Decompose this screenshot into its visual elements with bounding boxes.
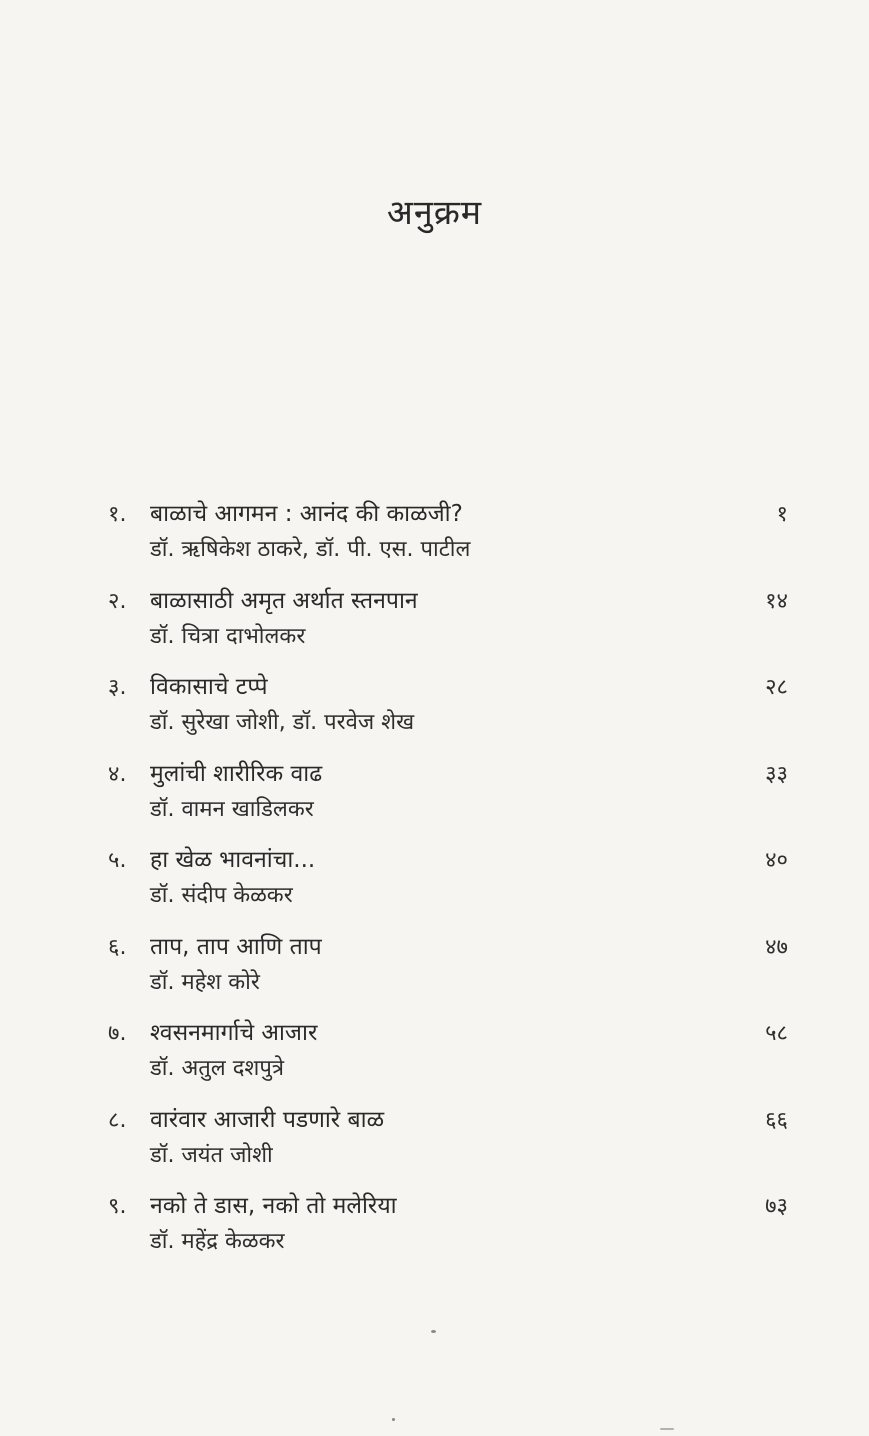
- chapter-author: डॉ. महेश कोरे: [150, 969, 260, 995]
- chapter-author: डॉ. चित्रा दाभोलकर: [150, 623, 306, 649]
- toc-entry-2: [108, 583, 788, 670]
- chapter-author: डॉ. महेंद्र केळकर: [150, 1229, 285, 1254]
- chapter-author: डॉ. सुरेखा जोशी, डॉ. परवेज शेख: [150, 710, 415, 735]
- chapter-number: ७.: [108, 1021, 127, 1046]
- chapter-author: डॉ. संदीप केळकर: [150, 883, 293, 908]
- chapter-number: ३.: [108, 675, 127, 700]
- toc-entry-4: [108, 756, 788, 843]
- page-number: १४: [765, 588, 788, 614]
- chapter-title: बाळाचे आगमन : आनंद की काळजी?: [150, 501, 463, 527]
- page-number: ७३: [765, 1194, 788, 1219]
- toc-entry-6: [108, 929, 788, 1016]
- page-number: ४०: [765, 848, 788, 873]
- toc-entry-5: [108, 842, 788, 929]
- chapter-number: ५.: [108, 848, 127, 873]
- chapter-number: २.: [108, 588, 127, 614]
- chapter-author: डॉ. जयंत जोशी: [150, 1142, 273, 1168]
- chapter-number: ८.: [108, 1107, 127, 1133]
- chapter-author: डॉ. अतुल दशपुत्रे: [150, 1056, 284, 1081]
- chapter-number: ४.: [108, 761, 127, 787]
- chapter-title: बाळासाठी अमृत अर्थात स्तनपान: [150, 587, 418, 614]
- toc-entry-8: [108, 1102, 788, 1189]
- toc-entry-1: [108, 496, 788, 583]
- toc-entry-9: [108, 1188, 788, 1275]
- table-of-contents: [108, 496, 788, 1275]
- chapter-title: नको ते डास, नको तो मलेरिया: [150, 1193, 397, 1219]
- paper-speck: [431, 1330, 436, 1333]
- chapter-title: श्वसनमार्गाचे आजार: [150, 1020, 318, 1046]
- paper-speck: [392, 1418, 395, 1421]
- chapter-number: १.: [108, 502, 127, 527]
- page-title: अनुक्रम: [386, 193, 483, 233]
- chapter-number: ९.: [108, 1194, 127, 1219]
- page-number: २८: [765, 675, 788, 700]
- toc-entry-3: [108, 669, 788, 756]
- paper-speck: [660, 1428, 674, 1430]
- chapter-title: ताप, ताप आणि ताप: [150, 933, 322, 960]
- chapter-title: हा खेळ भावनांचा...: [150, 847, 316, 873]
- chapter-title: विकासाचे टप्पे: [150, 674, 268, 700]
- page-number: ४७: [765, 934, 788, 960]
- page-number: ३३: [765, 761, 788, 787]
- page-number: ५८: [765, 1021, 788, 1046]
- chapter-number: ६.: [108, 934, 127, 960]
- page-number: १: [776, 502, 788, 527]
- chapter-author: डॉ. ऋषिकेश ठाकरे, डॉ. पी. एस. पाटील: [150, 537, 471, 562]
- page-number: ६६: [765, 1107, 788, 1133]
- chapter-author: डॉ. वामन खाडिलकर: [150, 796, 314, 822]
- chapter-title: मुलांची शारीरिक वाढ: [150, 760, 323, 787]
- chapter-title: वारंवार आजारी पडणारे बाळ: [150, 1106, 385, 1133]
- toc-entry-7: [108, 1015, 788, 1102]
